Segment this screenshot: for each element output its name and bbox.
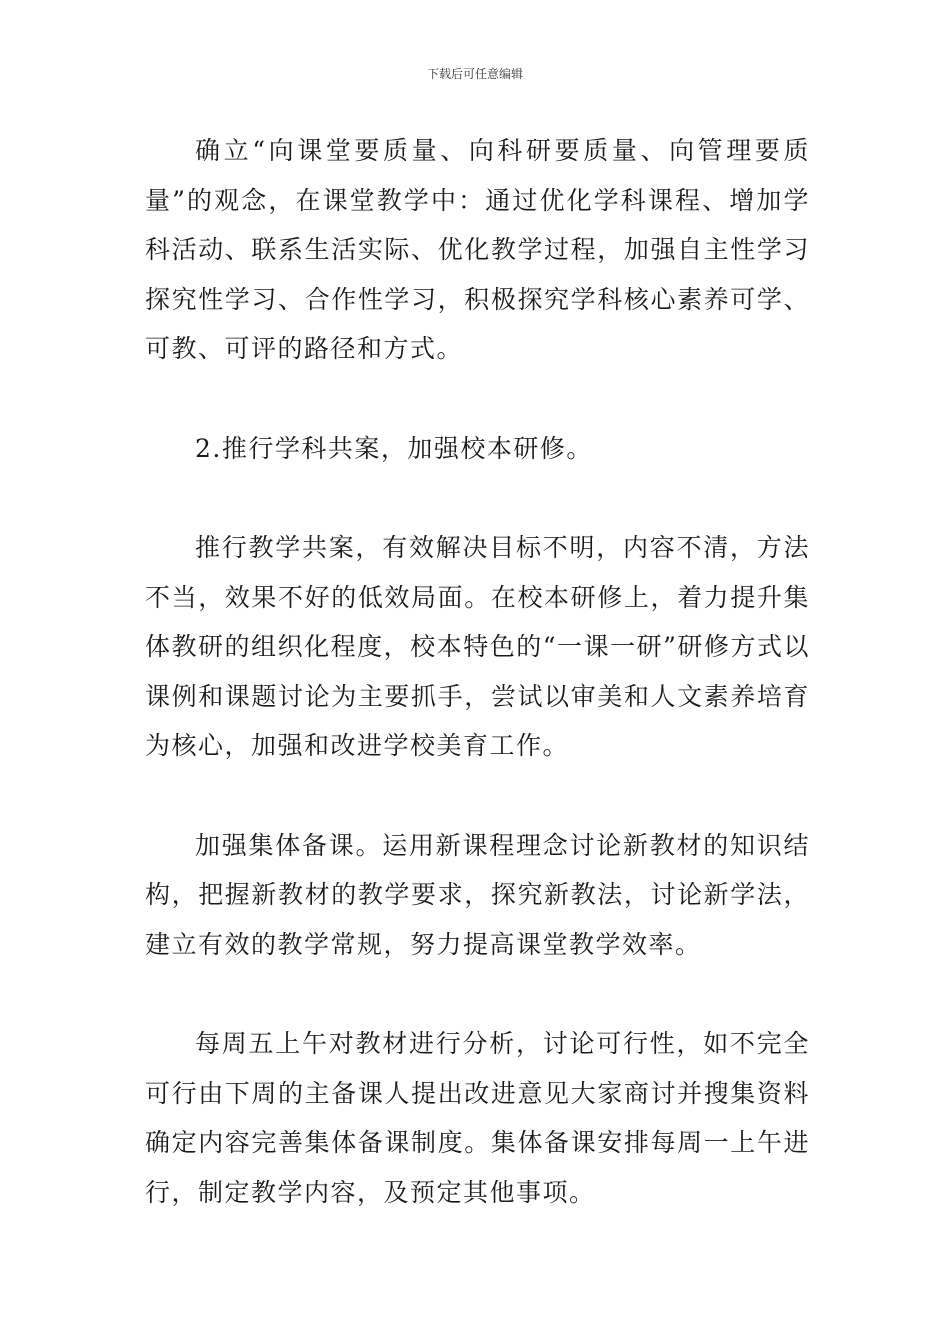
- document-body: [145, 126, 810, 1217]
- paragraph-collective-prep: 加强集体备课。运用新课程理念讨论新教材的知识结构，把握新教材的教学要求，探究新教法，讨论新学法，建立有效的教学常规，努力提高课堂教学效率。: [145, 830, 810, 959]
- paragraph-teaching-coplan: 推行教学共案，有效解决目标不明，内容不清，方法不当，效果不好的低效局面。在校本研修上，着力提升集体教研的组织化程度，校本特色的“一课一研”研修方式以课例和课题讨论为主要抓手，尝试以审美和人文素养培育为核心，加强和改进学校美育工作。: [145, 533, 810, 760]
- page-header: 下载后可任意编辑: [426, 67, 523, 81]
- paragraph-quality-concept: 确立“向课堂要质量、向科研要质量、向管理要质量”的观念，在课堂教学中：通过优化学科课程、增加学科活动、联系生活实际、优化教学过程，加强自主性学习探究性学习、合作性学习，积极探究学科核心素养可学、可教、可评的路径和方式。: [145, 136, 810, 363]
- paragraph-weekly-schedule: 每周五上午对教材进行分析，讨论可行性，如不完全可行由下周的主备课人提出改进意见大家商讨并搜集资料确定内容完善集体备课制度。集体备课安排每周一上午进行，制定教学内容，及预定其他事项。: [145, 1029, 810, 1207]
- section-heading-co-planning: 2.推行学科共案，加强校本研修。: [195, 433, 593, 463]
